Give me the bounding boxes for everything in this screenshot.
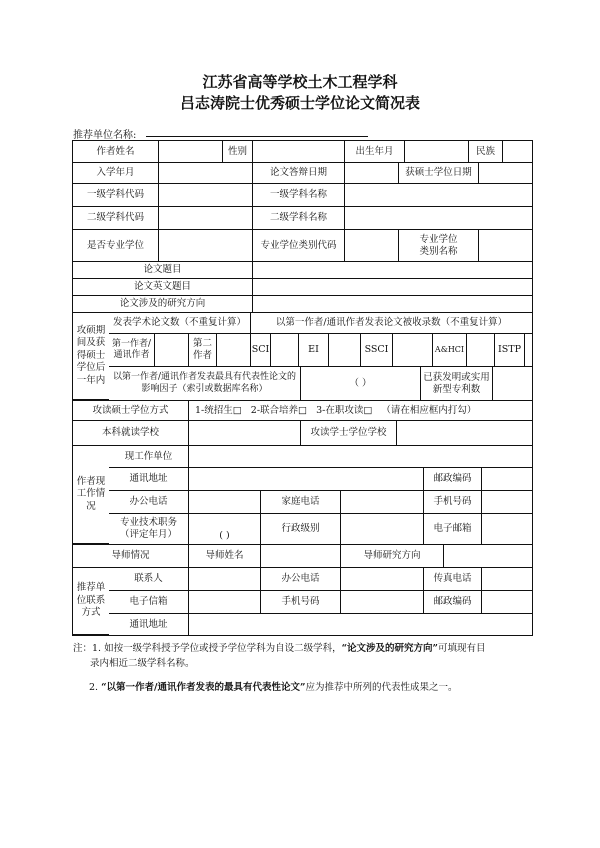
work-unit-label: 现工作单位 <box>109 446 189 467</box>
author-name-label: 作者姓名 <box>73 141 159 162</box>
rec-mobile-label: 手机号码 <box>261 591 341 613</box>
advisor-dir-label: 导师研究方向 <box>341 545 444 567</box>
rec-email-label: 电子信箱 <box>109 591 189 613</box>
name2-label: 二级学科名称 <box>253 207 345 229</box>
ethnic-label: 民族 <box>469 141 503 162</box>
row-pub-impact <box>72 367 533 401</box>
rec-email-field[interactable] <box>189 591 261 613</box>
row-rec-addr <box>72 614 533 636</box>
work-unit-field[interactable] <box>189 446 532 467</box>
row-work-phones <box>72 491 533 514</box>
author-name-field[interactable] <box>159 141 223 162</box>
degree-date-label: 获硕士学位日期 <box>399 162 479 183</box>
row-pub-counts <box>72 334 533 367</box>
first-author-field[interactable] <box>155 334 189 366</box>
row-author <box>72 140 533 163</box>
pub-period-label: 攻硕期 间及获 得硕士 学位后 一年内 <box>72 313 109 400</box>
patent-label: 已获发明或实用 新型专利数 <box>421 367 493 400</box>
pub-indexed-label: 以第一作者/通讯作者发表论文被收录数（不重复计算） <box>275 317 508 329</box>
work-side-label: 作者现 工作情 况 <box>72 446 109 544</box>
thesis-en-field[interactable] <box>253 279 532 295</box>
pub-count-label: 发表学术论文数（不重复计算） <box>109 313 251 333</box>
ahci-field[interactable] <box>467 334 495 366</box>
work-title-field[interactable]: ( ) <box>189 514 261 544</box>
row-advisor <box>72 545 533 568</box>
first-author-label: 第一作者/ 通讯作者 <box>109 334 155 366</box>
defense-field[interactable] <box>345 162 399 183</box>
prof-code-field[interactable] <box>345 230 399 261</box>
recommend-unit-input[interactable] <box>146 136 368 137</box>
advisor-dir-field[interactable] <box>444 545 532 567</box>
rec-office-label: 办公电话 <box>261 568 341 590</box>
form-title-line2: 吕志涛院士优秀硕士学位论文简况表 <box>179 94 420 112</box>
code2-label: 二级学科代码 <box>73 207 159 229</box>
row-direction <box>72 296 533 313</box>
row-rec-contact <box>72 568 533 591</box>
row-first-discipline <box>72 184 533 207</box>
work-home-field[interactable] <box>341 491 424 513</box>
degree-date-field[interactable] <box>479 162 532 183</box>
direction-field[interactable] <box>253 296 532 312</box>
istp-field[interactable] <box>525 334 532 366</box>
rec-contact-label: 联系人 <box>109 568 189 590</box>
direction-label: 论文涉及的研究方向 <box>73 296 253 312</box>
code1-field[interactable] <box>159 184 253 206</box>
sci-field[interactable] <box>271 334 299 366</box>
work-admin-label: 行政级别 <box>261 514 341 544</box>
code1-label: 一级学科代码 <box>73 184 159 206</box>
prof-name-field[interactable] <box>479 230 532 261</box>
form-title-line1: 江苏省高等学校土木工程学科 <box>202 73 398 91</box>
undergrad-school-field[interactable] <box>189 421 301 445</box>
work-mobile-label: 手机号码 <box>424 491 482 513</box>
row-professional <box>72 230 533 262</box>
work-email-label: 电子邮箱 <box>424 514 482 544</box>
prof-label: 是否专业学位 <box>73 230 159 261</box>
row-pub-header <box>72 313 533 334</box>
work-addr-field[interactable] <box>189 468 424 490</box>
work-zip-label: 邮政编码 <box>424 468 482 490</box>
ei-label: EI <box>299 334 329 366</box>
work-addr-label: 通讯地址 <box>109 468 189 490</box>
rec-contact-field[interactable] <box>189 568 261 590</box>
row-work-addr <box>72 468 533 491</box>
row-dates <box>72 162 533 184</box>
ei-field[interactable] <box>329 334 361 366</box>
work-mobile-field[interactable] <box>482 491 532 513</box>
prof-field[interactable] <box>159 230 253 261</box>
row-work-title <box>72 514 533 545</box>
second-author-field[interactable] <box>217 334 251 366</box>
patent-field[interactable] <box>493 367 532 400</box>
row-thesis <box>72 262 533 279</box>
row-schools <box>72 421 533 446</box>
recommend-unit-label: 推荐单位名称: <box>73 130 137 141</box>
study-mode-options[interactable]: 1-统招生□ 2-联合培养□ 3-在职攻读□ （请在相应框内打勾） <box>195 404 477 416</box>
rec-addr-field[interactable] <box>189 614 532 635</box>
name2-field[interactable] <box>345 207 532 229</box>
master-school-field[interactable] <box>397 421 532 445</box>
thesis-field[interactable] <box>253 262 532 278</box>
advisor-name-label: 导师姓名 <box>189 545 261 567</box>
second-author-label: 第二 作者 <box>189 334 217 366</box>
rec-fax-field[interactable] <box>482 568 532 590</box>
prof-name-label: 专业学位 类别名称 <box>399 230 479 261</box>
row-rec-email <box>72 591 533 614</box>
row-study-mode <box>72 401 533 421</box>
rec-mobile-field[interactable] <box>341 591 424 613</box>
prof-code-label: 专业学位类别代码 <box>253 230 345 261</box>
thesis-en-label: 论文英文题目 <box>73 279 253 295</box>
code2-field[interactable] <box>159 207 253 229</box>
ssci-label: SSCI <box>361 334 393 366</box>
work-office-field[interactable] <box>189 491 261 513</box>
enroll-label: 入学年月 <box>73 162 159 183</box>
work-email-field[interactable] <box>482 514 532 544</box>
gender-label: 性别 <box>223 141 253 162</box>
master-school-label: 攻读学士学位学校 <box>301 421 397 445</box>
rec-addr-label: 通讯地址 <box>109 614 189 635</box>
name1-label: 一级学科名称 <box>253 184 345 206</box>
rec-side-label: 推荐单 位联系 方式 <box>72 568 109 635</box>
advisor-name-field[interactable] <box>261 545 341 567</box>
defense-label: 论文答辩日期 <box>253 162 345 183</box>
ahci-label: A&HCI <box>433 334 467 366</box>
note-1: 注：1. 如按一级学科授予学位或授予学位学科为自设二级学科，“论文涉及的研究方向”可填现有目 录内相近二级学科名称。 <box>73 643 486 670</box>
undergrad-school-label: 本科就读学校 <box>73 421 189 445</box>
enroll-field[interactable] <box>159 162 253 183</box>
istp-label: ISTP <box>495 334 525 366</box>
work-home-label: 家庭电话 <box>261 491 341 513</box>
impact-field[interactable]: （ ） <box>301 367 421 400</box>
note-2: 2. “以第一作者/通讯作者发表的最具有代表性论文”应为推荐中所列的代表性成果之一。 <box>89 682 458 693</box>
row-work-unit <box>72 446 533 468</box>
row-second-discipline <box>72 207 533 230</box>
birth-label: 出生年月 <box>345 141 405 162</box>
rec-office-field[interactable] <box>341 568 424 590</box>
birth-field[interactable] <box>405 141 469 162</box>
rec-fax-label: 传真电话 <box>424 568 482 590</box>
work-admin-field[interactable] <box>341 514 424 544</box>
advisor-info-label: 导师情况 <box>73 545 189 567</box>
thesis-label: 论文题目 <box>73 262 253 278</box>
ethnic-field[interactable] <box>503 141 532 162</box>
row-thesis-en <box>72 279 533 296</box>
impact-label: 以第一作者/通讯作者发表最具有代表性论文的 影响因子（索引或数据库名称） <box>109 367 301 400</box>
work-title-label: 专业技术职务 （评定年月） <box>109 514 189 544</box>
gender-field[interactable] <box>253 141 345 162</box>
sci-label: SCI <box>251 334 271 366</box>
rec-zip-field[interactable] <box>482 591 532 613</box>
ssci-field[interactable] <box>393 334 433 366</box>
rec-zip-label: 邮政编码 <box>424 591 482 613</box>
name1-field[interactable] <box>345 184 532 206</box>
work-office-label: 办公电话 <box>109 491 189 513</box>
study-mode-label: 攻读硕士学位方式 <box>73 401 189 420</box>
work-zip-field[interactable] <box>482 468 532 490</box>
